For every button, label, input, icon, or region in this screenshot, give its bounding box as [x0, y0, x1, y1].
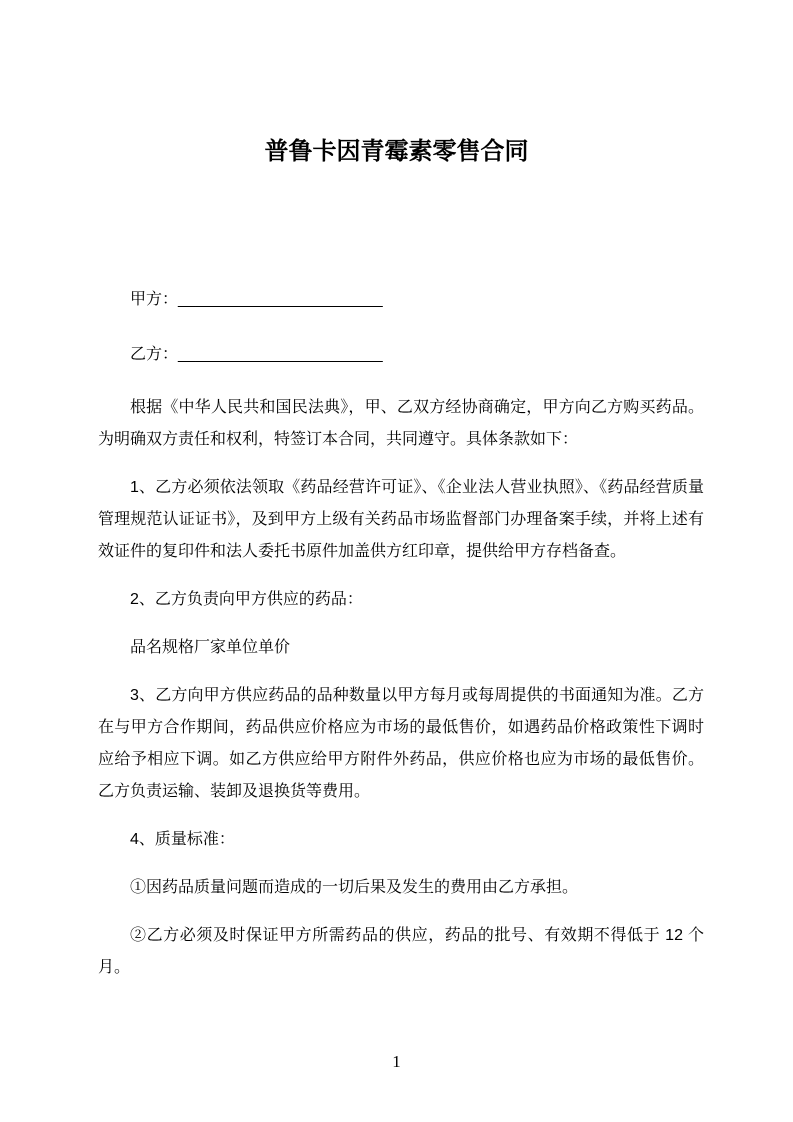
party-a-line	[98, 284, 704, 316]
party-a-blank: _______________________	[178, 291, 383, 308]
party-b-blank: _______________________	[178, 346, 383, 363]
contract-clause-1: 1、乙方必须依法领取《药品经营许可证》、《企业法人营业执照》、《药品经营质量管理规范认证证书》，及到甲方上级有关药品市场监督部门办理备案手续，并将上述有效证件的复印件和法人委托书原件加盖供方红印章，提供给甲方存档备查。	[98, 479, 704, 560]
party-b-label: 乙方：	[130, 346, 179, 363]
contract-clause-4-heading: 4、质量标准：	[130, 831, 235, 848]
document-body	[0, 284, 793, 984]
page-number: 1	[392, 1052, 401, 1071]
document-title: 普鲁卡因青霉素零售合同	[264, 138, 529, 165]
product-table-header: 品名规格厂家单位单价	[130, 639, 291, 656]
contract-clause-3: 3、乙方向甲方供应药品的品种数量以甲方每月或每周提供的书面通知为准。乙方在与甲方合作期间，药品供应价格应为市场的最低售价，如遇药品价格政策性下调时应给予相应下调。如乙方供应给甲方附件外药品，供应价格也应为市场的最低售价。乙方负责运输、装卸及退换货等费用。	[98, 687, 704, 800]
contract-preamble: 根据《中华人民共和国民法典》，甲、乙双方经协商确定，甲方向乙方购买药品。为明确双方责任和权利，特签订本合同，共同遵守。具体条款如下：	[98, 399, 704, 448]
contract-clause-4-item-2: ②乙方必须及时保证甲方所需药品的供应，药品的批号、有效期不得低于 12 个月。	[98, 927, 704, 976]
contract-clause-4-item-1: ①因药品质量问题而造成的一切后果及发生的费用由乙方承担。	[130, 879, 579, 896]
contract-clause-2: 2、乙方负责向甲方供应的药品：	[130, 591, 363, 608]
party-b-line	[98, 339, 704, 371]
party-a-label: 甲方：	[130, 291, 179, 308]
